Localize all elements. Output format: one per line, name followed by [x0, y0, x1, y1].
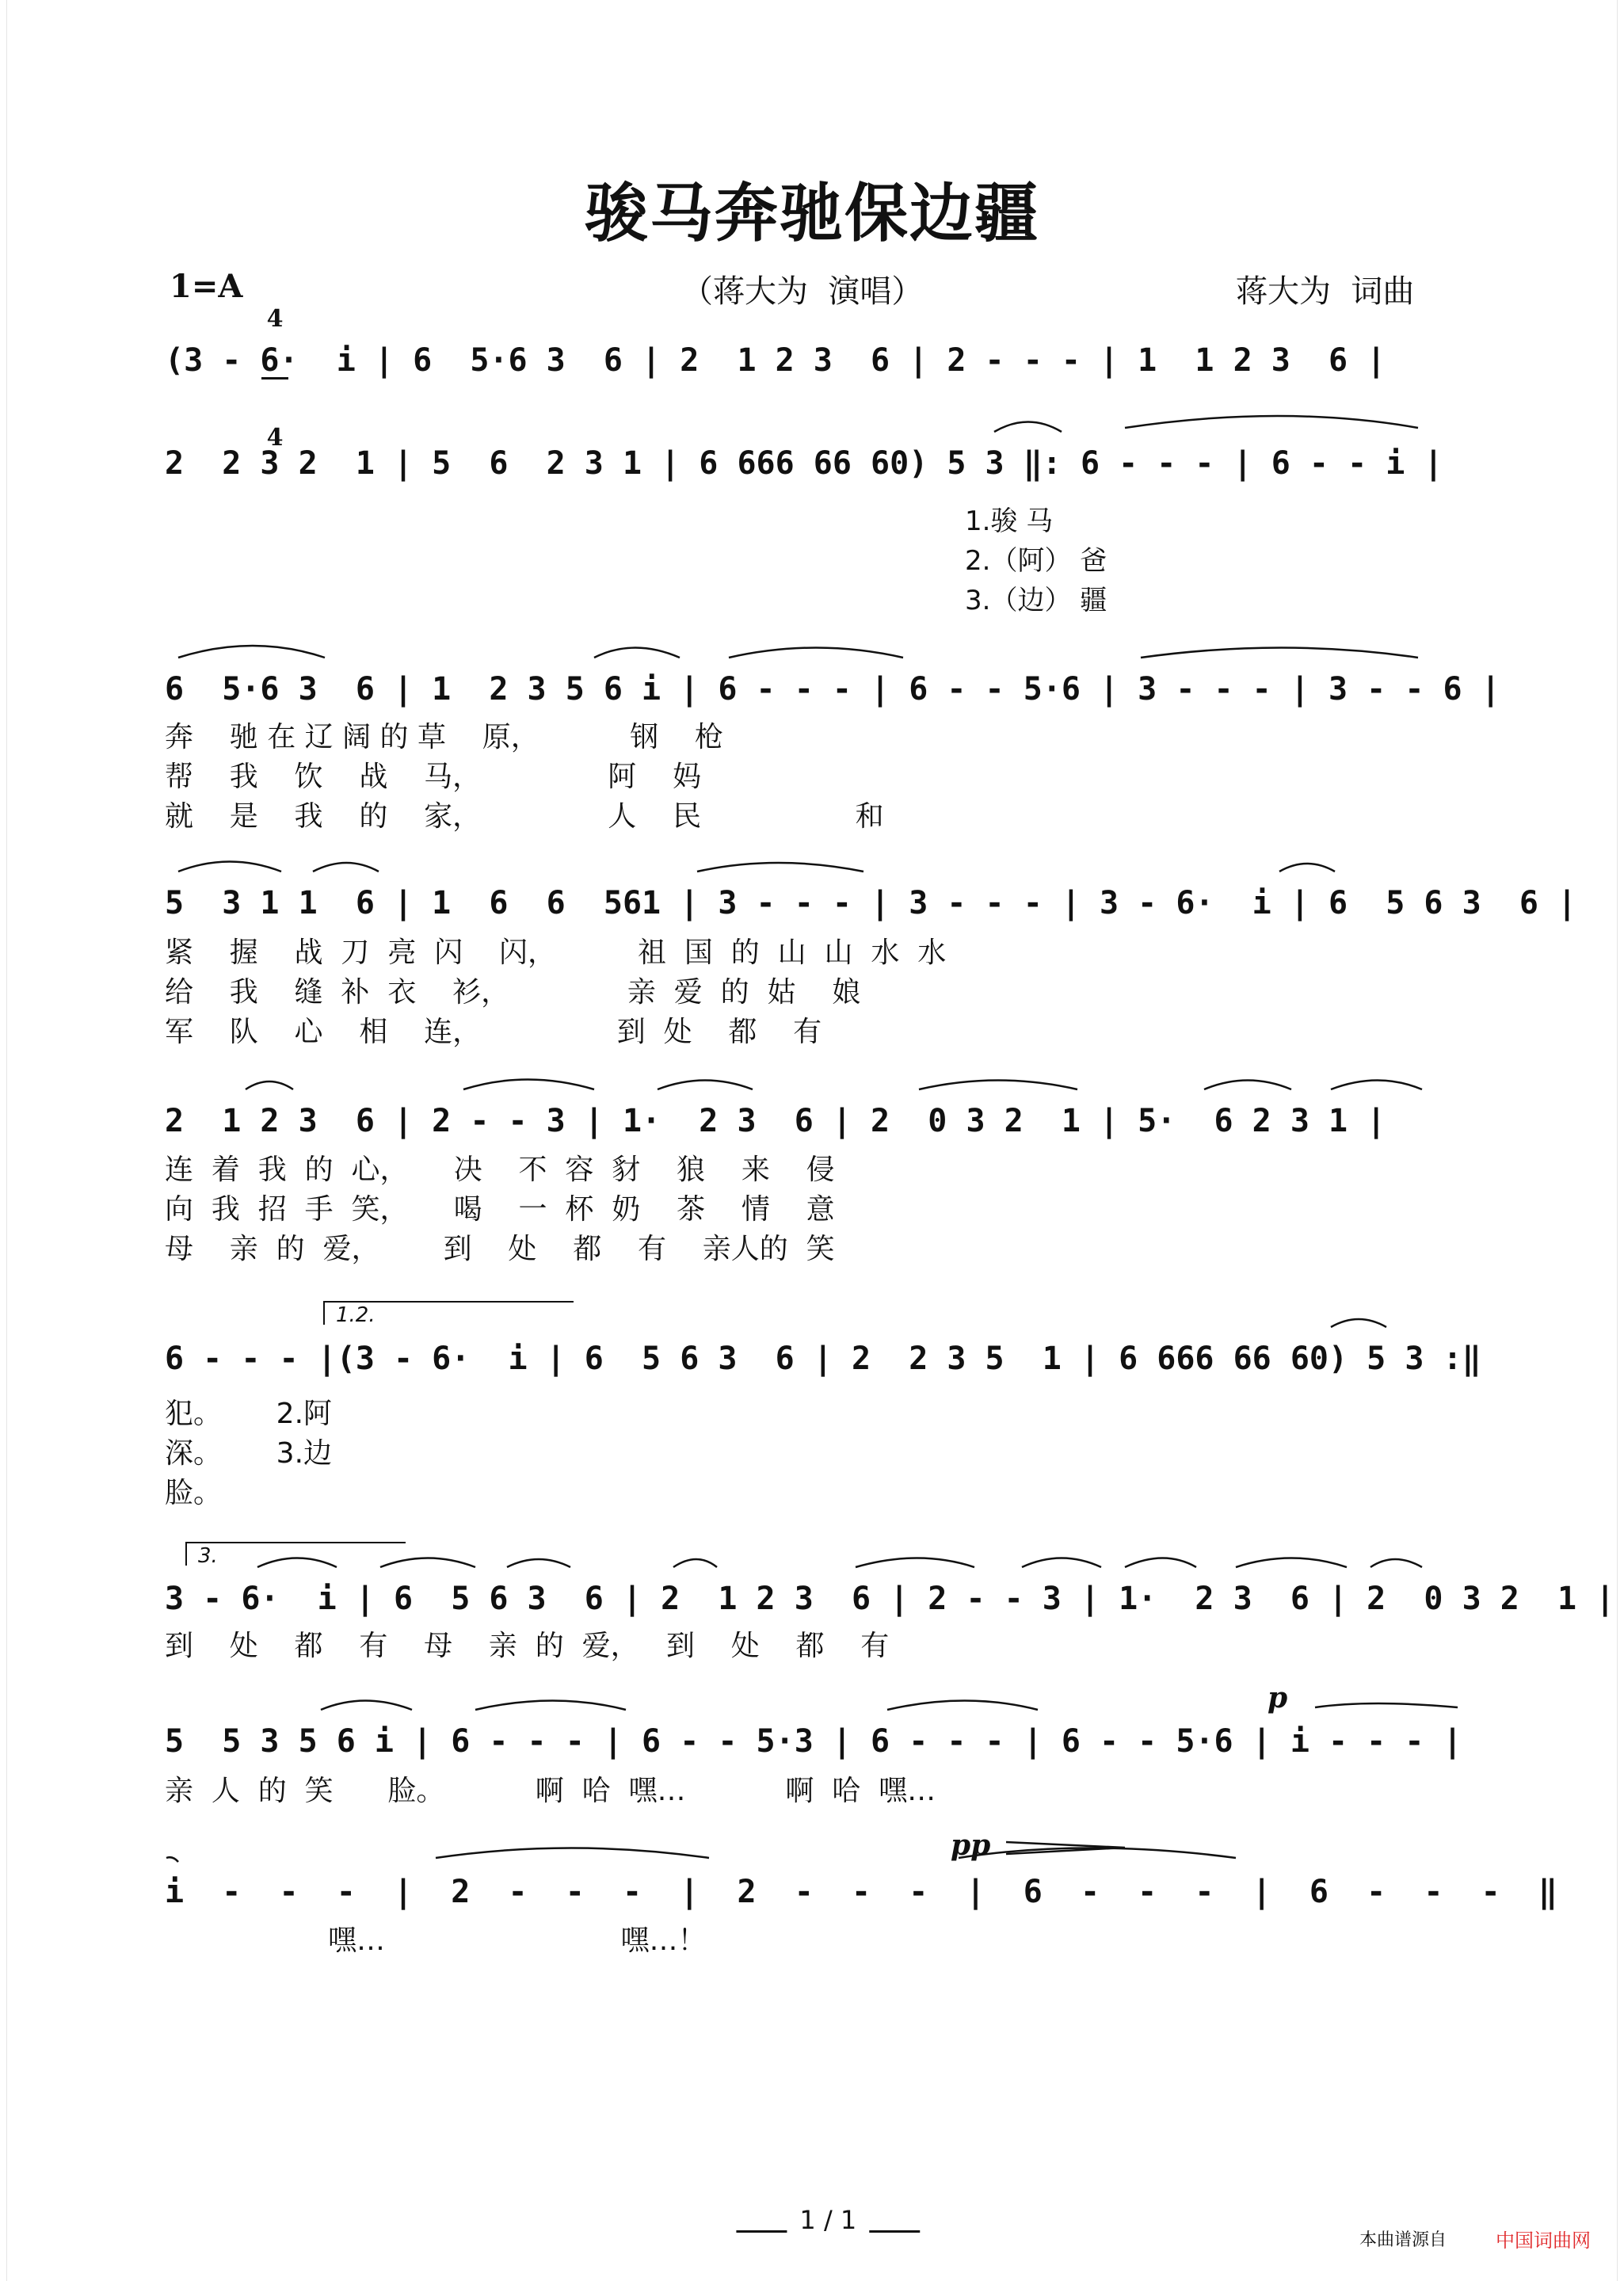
tie-arc: [1331, 1319, 1386, 1327]
footer-source-label: 本曲谱源自: [1359, 2230, 1447, 2250]
tie-arc: [436, 1848, 709, 1859]
tie-arc: [959, 1848, 1236, 1859]
lyric-line: 嘿… 嘿…！: [165, 1924, 707, 1957]
dynamic-piano: p: [1268, 1681, 1288, 1715]
singer-credit: （蒋大为 演唱）: [681, 273, 924, 310]
tie-arc: [1204, 1081, 1291, 1090]
notation-row-3: 6 5·6 3 6 | 1 2 3 5 6 i | 6 - - - | 6 - - 5·6 | 3 - - - | 3 - - 6 |: [165, 671, 1500, 708]
page-number-text: 1 / 1: [799, 2205, 857, 2235]
tie-arc: [1370, 1559, 1422, 1567]
tie-arc: [475, 1701, 626, 1711]
notation-row-1: (3 - 6· i | 6 5·6 3 6 | 2 1 2 3 6 | 2 - - - | 1 1 2 3 6 |: [165, 342, 1386, 379]
tie-arc: [246, 1081, 293, 1089]
tie-arc: [166, 1857, 178, 1862]
verse-marker-1: 1.骏 马: [965, 505, 1054, 537]
tie-arc: [507, 1559, 570, 1567]
notation-row-5: 2 1 2 3 6 | 2 - - 3 | 1· 2 3 6 | 2 0 3 2 1 | 5· 6 2 3 1 |: [165, 1103, 1386, 1139]
notation-row-6: 6 - - - |(3 - 6· i | 6 5 6 3 6 | 2 2 3 5 1 | 6 666 66 60) 5 3 :‖: [165, 1341, 1481, 1377]
lyric-line: 深。 3.边: [165, 1437, 333, 1470]
tie-arc: [919, 1081, 1077, 1090]
tie-arc: [1279, 864, 1335, 872]
tie-arc: [697, 863, 863, 872]
left-margin-strip: [0, 0, 7, 2281]
third-ending-bracket: 3.: [185, 1542, 406, 1566]
lyric-line: 母 亲 的 爱， 到 处 都 有 亲人的 笑: [165, 1233, 835, 1265]
song-title: 骏马奔驰保边疆: [585, 176, 1039, 250]
tie-arc: [856, 1558, 974, 1568]
lyric-line: 给 我 缝 补 衣 衫， 亲 爱 的 姑 娘: [165, 976, 861, 1009]
lyric-line: 军 队 心 相 连， 到 处 都 有: [165, 1016, 822, 1048]
tie-arc: [594, 648, 680, 658]
lyric-line: 向 我 招 手 笑， 喝 一 杯 奶 茶 情 意: [165, 1193, 835, 1226]
tie-arc: [463, 1080, 594, 1090]
lyric-line: 奔 驰 在 辽 阔 的 草 原， 钢 枪: [165, 721, 723, 753]
lyric-line: 脸。: [165, 1477, 223, 1509]
right-margin-strip: [1617, 0, 1624, 2281]
notation-row-7: 3 - 6· i | 6 5 6 3 6 | 2 1 2 3 6 | 2 - - 3 | 1· 2 3 6 | 2 0 3 2 1 |: [165, 1581, 1615, 1617]
tie-arc: [887, 1701, 1038, 1711]
notation-row-8: 5 5 3 5 6 i | 6 - - - | 6 - - 5·3 | 6 - - - | 6 - - 5·6 | i - - - |: [165, 1723, 1462, 1760]
tie-arc: [313, 863, 379, 872]
tie-arc: [1141, 648, 1418, 658]
composer-credit: 蒋大为 词曲: [1236, 273, 1415, 310]
tie-arc: [178, 646, 325, 658]
lyric-line: 犯。 2.阿: [165, 1398, 333, 1430]
tie-arc: [1022, 1558, 1101, 1568]
tie-arc: [1125, 1558, 1196, 1568]
time-signature-top: 4: [266, 305, 284, 333]
tie-arc: [1331, 1081, 1422, 1090]
tie-arc: [658, 1081, 753, 1090]
tie-arc: [994, 422, 1062, 433]
first-ending-bracket: 1.2.: [323, 1301, 574, 1325]
notation-row-9: i - - - | 2 - - - | 2 - - - | 6 - - - | 6 - - - ‖: [165, 1874, 1557, 1910]
dynamic-pianissimo: pp: [951, 1829, 991, 1862]
lyric-line: 亲 人 的 笑 脸。 啊 哈 嘿… 啊 哈 嘿…: [165, 1775, 936, 1807]
tie-arc: [321, 1701, 412, 1711]
tie-arc: [178, 862, 281, 872]
time-signature-bottom: 4: [266, 424, 284, 452]
lyric-line: 紧 握 战 刀 亮 闪 闪， 祖 国 的 山 山 水 水: [165, 936, 947, 969]
verse-marker-2: 2.（阿） 爸: [965, 545, 1107, 577]
tie-arc: [729, 648, 903, 658]
lyric-line: 帮 我 饮 战 马， 阿 妈: [165, 761, 702, 793]
tie-arc: [1315, 1703, 1458, 1707]
notation-row-2: 2 2 3 2 1 | 5 6 2 3 1 | 6 666 66 60) 5 3 ‖: 6 - - - | 6 - - i |: [165, 445, 1443, 482]
lyric-line: 到 处 都 有 母 亲 的 爱， 到 处 都 有: [165, 1630, 890, 1662]
lyric-line: 就 是 我 的 家， 人 民 和: [165, 800, 884, 833]
page-number: [0, 2175, 1624, 2265]
footer-site-link[interactable]: 中国词曲网: [1496, 2230, 1591, 2252]
notation-row-4: 5 3 1 1 6 | 1 6 6 561 | 3 - - - | 3 - - - | 3 - 6· i | 6 5 6 3 6 |: [165, 885, 1577, 921]
key-signature: 1=A: [170, 268, 243, 305]
lyric-line: 连 着 我 的 心， 决 不 容 豺 狼 来 侵: [165, 1154, 835, 1186]
tie-arc: [1236, 1558, 1347, 1568]
tie-arc: [1125, 416, 1418, 428]
decrescendo-hairpin: [1006, 1842, 1125, 1854]
tie-arc: [673, 1559, 717, 1567]
verse-marker-3: 3.（边） 疆: [965, 585, 1107, 616]
